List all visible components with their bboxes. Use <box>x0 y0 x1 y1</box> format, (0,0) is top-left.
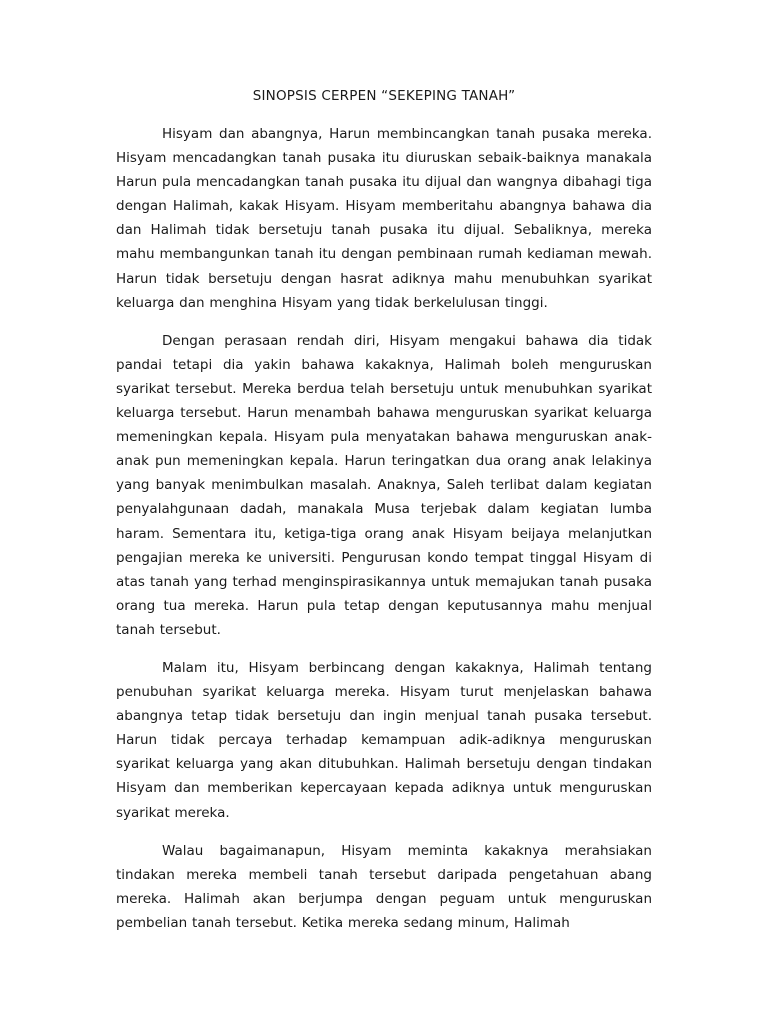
paragraph-3: Malam itu, Hisyam berbincang dengan kakaknya, Halimah tentang penubuhan syarikat keluarga mereka. Hisyam turut menjelaskan bahawa abangnya tetap tidak bersetuju dan ingin menjual tanah pusaka tersebut. Harun tidak percaya terhadap kemampuan adik-adiknya menguruskan syarikat keluarga yang akan ditubuhkan. Halimah bersetuju dengan tindakan Hisyam dan memberikan kepercayaan kepada adiknya untuk menguruskan syarikat mereka. <box>116 659 652 821</box>
page-title: SINOPSIS CERPEN “SEKEPING TANAH” <box>252 88 516 104</box>
paragraph-2: Dengan perasaan rendah diri, Hisyam mengakui bahawa dia tidak pandai tetapi dia yakin bahawa kakaknya, Halimah boleh menguruskan syarikat tersebut. Mereka berdua telah bersetuju untuk menubuhkan syarikat keluarga tersebut. Harun menambah bahawa menguruskan syarikat keluarga memeningkan kepala. Hisyam pula menyatakan bahawa menguruskan anak-anak pun memeningkan kepala. Harun teringatkan dua orang anak lelakinya yang banyak menimbulkan masalah. Anaknya, Saleh terlibat dalam kegiatan penyalahgunaan dadah, manakala Musa terjebak dalam kegiatan lumba haram. Sementara itu, ketiga-tiga orang anak Hisyam beijaya melanjutkan pengajian mereka ke universiti. Pengurusan kondo tempat tinggal Hisyam di atas tanah yang terhad menginspirasikannya untuk memajukan tanah pusaka orang tua mereka. Harun pula tetap dengan keputusannya mahu menjual tanah tersebut. <box>116 332 652 638</box>
paragraph-4: Walau bagaimanapun, Hisyam meminta kakaknya merahsiakan tindakan mereka membeli tanah tersebut daripada pengetahuan abang mereka. Halimah akan berjumpa dengan peguam untuk menguruskan pembelian tanah tersebut. Ketika mereka sedang minum, Halimah <box>116 842 652 931</box>
synopsis-body <box>116 122 652 949</box>
paragraph-1: Hisyam dan abangnya, Harun membincangkan tanah pusaka mereka. Hisyam mencadangkan tanah pusaka itu diuruskan sebaik-baiknya manakala Harun pula mencadangkan tanah pusaka itu dijual dan wangnya dibahagi tiga dengan Halimah, kakak Hisyam. Hisyam memberitahu abangnya bahawa dia dan Halimah tidak bersetuju tanah pusaka itu dijual. Sebaliknya, mereka mahu membangunkan tanah itu dengan pembinaan rumah kediaman mewah. Harun tidak bersetuju dengan hasrat adiknya mahu menubuhkan syarikat keluarga dan menghina Hisyam yang tidak berkelulusan tinggi. <box>116 126 652 311</box>
